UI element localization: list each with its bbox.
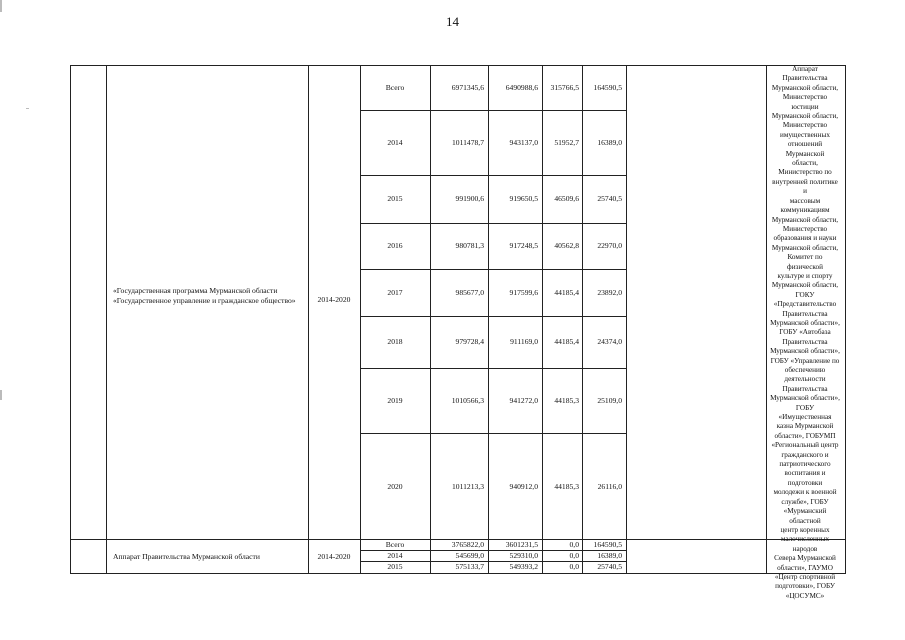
- other-cell: 25109,0: [597, 396, 622, 405]
- regional-cell: 917248,5: [509, 241, 538, 250]
- table-rule: [70, 65, 846, 66]
- total-cell: 979728,4: [455, 337, 484, 346]
- total-cell: 1010566,3: [451, 396, 484, 405]
- federal-cell: 44185,3: [554, 396, 579, 405]
- budget-table: [70, 65, 846, 600]
- page-number: 14: [446, 14, 459, 29]
- federal-cell: 40562,8: [554, 241, 579, 250]
- regional-cell: 943137,0: [509, 138, 538, 147]
- year-cell: 2018: [387, 337, 403, 346]
- federal-cell: 44185,3: [554, 482, 579, 491]
- apparat-period: 2014-2020: [317, 552, 351, 561]
- total-cell: 3765822,0: [451, 540, 484, 549]
- table-rule: [308, 65, 309, 574]
- other-cell: 164590,5: [593, 83, 622, 92]
- total-cell: 991900,6: [455, 194, 484, 203]
- table-rule: [360, 433, 626, 434]
- other-cell: 25740,5: [597, 194, 622, 203]
- other-cell: 24374,0: [597, 337, 622, 346]
- program-name: «Государственная программа Мурманской области «Государственное управление и гражданское общество»: [113, 286, 296, 305]
- other-cell: 16389,0: [597, 551, 622, 560]
- federal-cell: 44185,4: [554, 337, 579, 346]
- regional-cell: 6490988,6: [505, 83, 538, 92]
- total-cell: 980781,3: [455, 241, 484, 250]
- total-cell: 575133,7: [455, 562, 484, 571]
- year-cell: 2014: [387, 551, 403, 560]
- table-rule: [360, 269, 626, 270]
- table-rule: [845, 65, 846, 574]
- regional-cell: 911169,0: [510, 337, 538, 346]
- table-rule: [360, 110, 626, 111]
- year-cell: 2019: [387, 396, 403, 405]
- year-cell: 2017: [387, 288, 403, 297]
- total-cell: 1011478,7: [452, 138, 484, 147]
- total-cell: 985677,0: [455, 288, 484, 297]
- year-cell: 2014: [387, 138, 403, 147]
- table-rule: [626, 65, 627, 574]
- scan-margin-mark: [0, 390, 2, 400]
- other-cell: 22970,0: [597, 241, 622, 250]
- table-rule: [360, 223, 626, 224]
- apparat-name: Аппарат Правительства Мурманской области: [113, 552, 260, 561]
- year-cell: 2016: [387, 241, 403, 250]
- regional-cell: 919650,5: [509, 194, 538, 203]
- total-cell: 545699,0: [455, 551, 484, 560]
- other-cell: 164590,5: [593, 540, 622, 549]
- other-cell: 23892,0: [597, 288, 622, 297]
- regional-cell: 529310,0: [509, 551, 538, 560]
- regional-cell: 941272,0: [509, 396, 538, 405]
- regional-cell: 549393,2: [509, 562, 538, 571]
- other-cell: 25740,5: [597, 562, 622, 571]
- regional-cell: 917599,6: [509, 288, 538, 297]
- total-cell: 6971345,6: [451, 83, 484, 92]
- scan-margin-mark: [26, 108, 29, 109]
- year-cell: 2020: [387, 482, 403, 491]
- federal-cell: 0,0: [569, 551, 579, 560]
- scan-margin-mark: [0, 0, 2, 12]
- year-cell: 2015: [387, 194, 403, 203]
- table-rule: [106, 65, 107, 574]
- federal-cell: 0,0: [569, 562, 579, 571]
- regional-cell: 940912,0: [509, 482, 538, 491]
- year-cell: 2015: [387, 562, 403, 571]
- table-rule: [70, 573, 846, 574]
- other-cell: 16389,0: [597, 138, 622, 147]
- table-rule: [360, 368, 626, 369]
- table-rule: [360, 316, 626, 317]
- federal-cell: 0,0: [569, 540, 579, 549]
- year-cell: Всего: [385, 83, 405, 92]
- responsible-executors: Аппарат Правительства Мурманской области, Министерство юстиции Мурманской области, Министерство имущественных отношений Мурманской области, Министерство по внутренней политике и массовым коммуникациям Мурманской области, Министерство образования и науки Мурманской области, Комитет по физической культуре и спорту Мурманской области, ГОКУ «Представительство Правительства Мурманской области», ГОБУ «Автобаза Правительства Мурманской области», ГОБУ «Управление по обеспечению деятельности Правительства Мурманской области», ГОБУ «Имущественная казна Мурманской области», ГОБУМП «Региональный центр гражданского и патриотического воспитания и подготовки молодежи к военной службе», ГОБУ «Мурманский областной центр коренных малочисленных народов Севера Мурманской области», ГАУМО «Центр спортивной подготовки», ГОБУ «ЦОСУМС»: [770, 65, 840, 600]
- federal-cell: 46509,6: [554, 194, 579, 203]
- federal-cell: 315766,5: [550, 83, 579, 92]
- other-cell: 26116,0: [597, 482, 622, 491]
- federal-cell: 44185,4: [554, 288, 579, 297]
- year-cell: Всего: [385, 540, 405, 549]
- table-rule: [766, 65, 767, 574]
- total-cell: 1011213,3: [452, 482, 484, 491]
- program-period: 2014-2020: [317, 295, 351, 304]
- table-rule: [70, 65, 71, 574]
- federal-cell: 51952,7: [554, 138, 579, 147]
- regional-cell: 3601231,5: [505, 540, 538, 549]
- table-rule: [360, 175, 626, 176]
